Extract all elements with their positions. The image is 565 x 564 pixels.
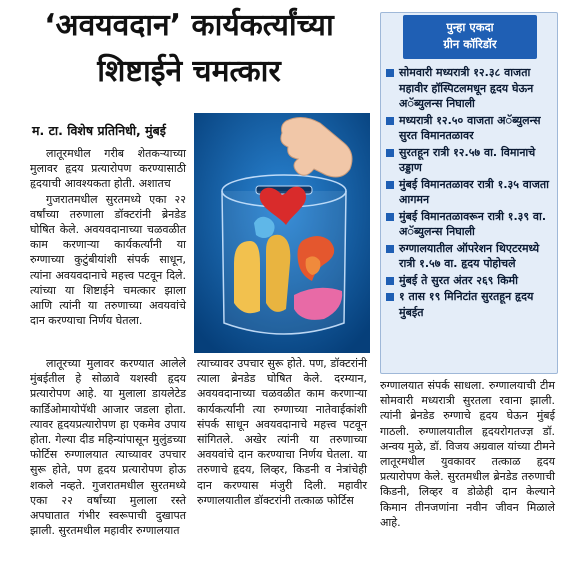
paragraph: लातूरच्या मुलावर करण्यात आलेले मुंबईतील हे सोळावे यशस्वी हृदय प्रत्यारोपण आहे. या मुलाला डायलेटेड कार्डिओमायोपॅथी आजार जडला होता. त्यावर हृदयप्रत्यारोपण हा एकमेव उपाय होता. गेल्या दीड महिन्यांपासून मुलुंडच्या फोर्टिस रुग्णालयात त्याच्यावर उपचार सुरू होते, पण हृदय प्रत्यारोपण होऊ शकले नव्हते. गुजरातमधील सुरतमध्ये एका २२ वर्षांच्या मुलाला रस्ते अपघातात गंभीर स्वरूपाची दुखापत झाली. सुरतमधील महावीर रुग्णालयात <box>30 357 186 538</box>
list-item <box>385 177 555 208</box>
square-bullet-icon <box>386 277 394 285</box>
paragraph: लातूरमधील गरीब शेतकऱ्याच्या मुलावर हृदय प्रत्यारोपण करण्यासाठी हृदयाची आवश्यकता होती. अशातच <box>30 147 186 191</box>
list-item-text: मध्यरात्री १२.५० वाजता अॅब्युलन्स सुरत विमानतळावर <box>399 113 541 142</box>
list-item-text: सुरतहून रात्री १२.५७ वा. विमानाचे उड्डाण <box>399 145 536 174</box>
sidebar-title-line-2: ग्रीन कॉरिडॉर <box>443 37 497 51</box>
article-column-1-top <box>30 146 186 328</box>
list-item-text: रुग्णालयातील ऑपरेशन थिएटरमध्ये रात्री १.५७ वा. हृदय पोहोचले <box>399 241 540 270</box>
list-item <box>385 209 555 240</box>
list-item-text: १ तास १९ मिनिटांत सुरतहून हृदय मुंबईत <box>399 290 534 319</box>
timeline-list <box>385 65 555 321</box>
donation-box-illustration <box>194 113 370 353</box>
article-column-3 <box>380 378 555 530</box>
list-item <box>385 113 555 144</box>
headline-line-2: शिष्टाईने चमत्कार <box>97 54 281 89</box>
article-column-2 <box>197 356 367 508</box>
list-item <box>385 273 555 289</box>
square-bullet-icon <box>386 69 394 77</box>
square-bullet-icon <box>386 213 394 221</box>
sidebar-title-line-1: पुन्हा एकदा <box>446 20 494 34</box>
square-bullet-icon <box>386 149 394 157</box>
list-item-text: सोमवारी मध्यरात्री १२.३८ वाजता महावीर हॉस्पिटलमधून हृदय घेऊन अॅब्युलन्स निघाली <box>399 66 534 110</box>
list-item <box>385 145 555 176</box>
square-bullet-icon <box>386 117 394 125</box>
square-bullet-icon <box>386 293 394 301</box>
list-item-text: मुंबई विमानतळावर रात्री १.३५ वाजता आगमन <box>399 177 550 206</box>
square-bullet-icon <box>386 181 394 189</box>
organ-donation-photo <box>194 113 370 353</box>
paragraph: गुजरातमधील सुरतमध्ये एका २२ वर्षांच्या तरुणाला डॉक्टरांनी ब्रेनडेड घोषित केले. अवयवदानाच्या चळवळीत काम करणाऱ्या कार्यकर्त्यांनी या रुग्णाच्या कुटुंबीयांशी संपर्क साधून, त्यांना अवयवदानाचे महत्त्व पटवून दिले. त्यांच्या या शिष्टाईने चमत्कार झाला आणि त्यांनी या तरुणाच्या अवयवांचे दान करण्याचा निर्णय घेतला. <box>30 192 186 328</box>
list-item <box>385 289 555 320</box>
article-column-1-bottom <box>30 356 186 538</box>
lungs-icon <box>234 241 260 313</box>
list-item-text: मुंबई ते सुरत अंतर २६९ किमी <box>399 273 518 287</box>
paragraph: रुग्णालयात संपर्क साधला. रुग्णालयाची टीम सोमवारी मध्यरात्री सुरतला रवाना झाली. त्यांनी ब्रेनडेड रुग्णाचे हृदय घेऊन मुंबई गाठली. रुग्णालयातील हृदयरोगतज्ज्ञ डॉ. अन्वय मुळे, डॉ. विजय अग्रवाल यांच्या टीमने लातूरमधील युवकावर तत्काळ हृदय प्रत्यारोपण केले. सुरतमधील ब्रेनडेड तरुणाची किडनी, लिव्हर व डोळेही दान केल्याने किमान तीनजणांना नवीन जीवन मिळाले आहे. <box>380 379 555 529</box>
paragraph: त्याच्यावर उपचार सुरू होते. पण, डॉक्टरांनी त्याला ब्रेनडेड घोषित केले. दरम्यान, अवयवदानाच्या चळवळीत काम करणाऱ्या कार्यकर्त्यांनी त्या रुग्णाच्या नातेवाईकांशी संपर्क साधून अवयवदानाचे महत्त्व पटवून सांगितले. अखेर त्यांनी या तरुणाच्या अवयवांचे दान करण्याचा निर्णय घेतला. या तरुणाचे हृदय, लिव्हर, किडनी व नेत्रांचेही दान करण्यास मंजुरी दिली. महावीर रुग्णालयातील डॉक्टरांनी तत्काळ फोर्टिस <box>197 357 367 507</box>
sidebar-title <box>403 15 537 59</box>
square-bullet-icon <box>386 245 394 253</box>
list-item-text: मुंबई विमानतळावरून रात्री १.३९ वा. अॅब्युलन्स निघाली <box>399 209 547 238</box>
list-item <box>385 241 555 272</box>
byline: म. टा. विशेष प्रतिनिधी, मुंबई <box>32 123 166 138</box>
sidebar-box <box>380 12 558 374</box>
list-item <box>385 65 555 112</box>
headline-line-1: ‘अवयवदान’ कार्यकर्त्यांच्या <box>44 8 334 43</box>
